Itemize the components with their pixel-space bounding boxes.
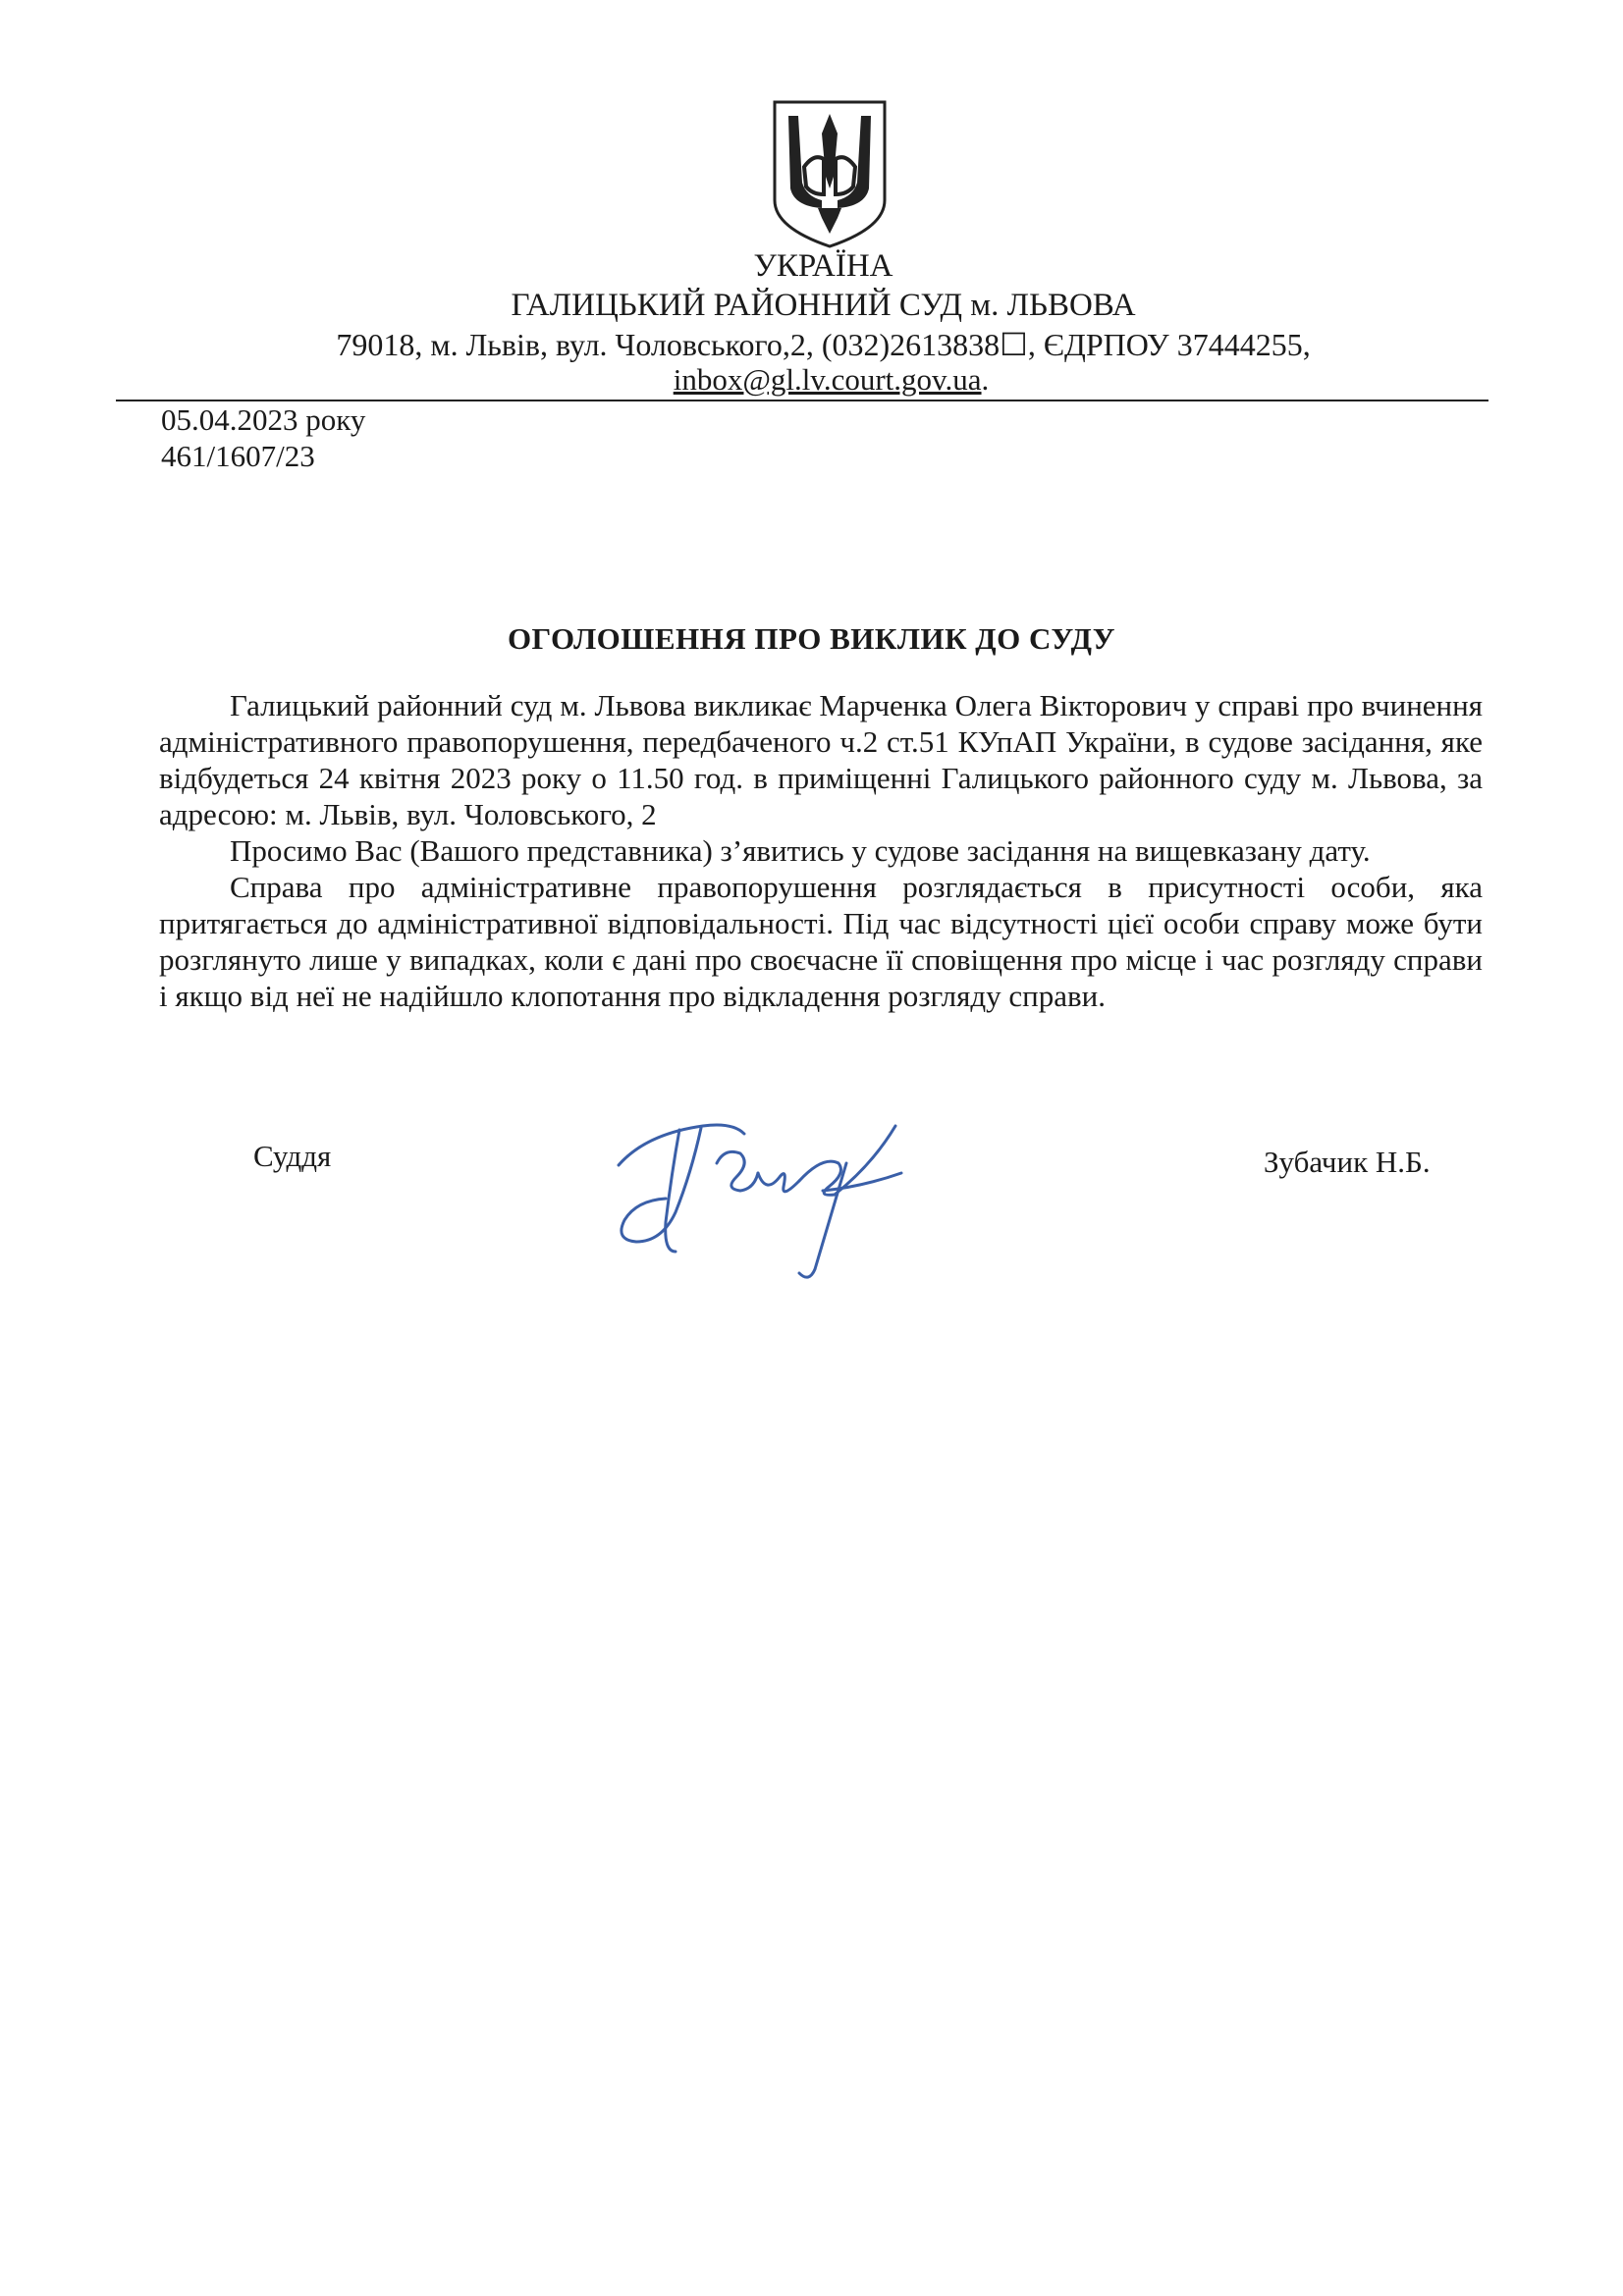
document-body <box>159 687 1483 1014</box>
document-title: ОГОЛОШЕННЯ ПРО ВИКЛИК ДО СУДУ <box>507 621 1116 656</box>
trident-emblem-icon <box>769 98 891 250</box>
email-trailing-dot: . <box>981 362 990 397</box>
document-date: 05.04.2023 року <box>161 402 366 437</box>
handwritten-signature-icon <box>607 1104 911 1286</box>
court-name: ГАЛИЦЬКИЙ РАЙОННИЙ СУД м. ЛЬВОВА <box>511 288 1136 323</box>
paragraph-request: Просимо Вас (Вашого представника) з’явитись у судове засідання на вищевказану дату. <box>230 833 1371 868</box>
case-number: 461/1607/23 <box>161 439 315 473</box>
court-address: 79018, м. Львів, вул. Чоловського,2, (032)2613838☐, ЄДРПОУ 37444255, <box>336 327 1311 362</box>
paragraph-summons: Галицький районний суд м. Львова викликає Марченка Олега Вікторович у справі про вчинення адміністративного правопорушення, передбаченого ч.2 ст.51 КУпАП України, в судове засідання, яке відбудеться 24 квітня 2023 року о 11.50 год. в приміщенні Галицького районного суду м. Львова, за адресою: м. Львів, вул. Чоловського, 2 <box>159 688 1483 831</box>
court-email-link[interactable]: inbox@gl.lv.court.gov.ua <box>673 362 982 397</box>
judge-name: Зубачик Н.Б. <box>1264 1145 1431 1179</box>
header-divider <box>116 400 1488 401</box>
signature-role: Суддя <box>253 1139 332 1173</box>
paragraph-procedure: Справа про адміністративне правопорушення розглядається в присутності особи, яка притягається до адміністративної відповідальності. Під час відсутності цієї особи справу може бути розглянуто лише у випадках, коли є дані про своєчасне її сповіщення про місце і час розгляду справи і якщо від неї не надійшло клопотання про відкладення розгляду справи. <box>159 870 1483 1013</box>
court-email-line <box>20 361 1623 399</box>
country-name: УКРАЇНА <box>753 248 893 284</box>
